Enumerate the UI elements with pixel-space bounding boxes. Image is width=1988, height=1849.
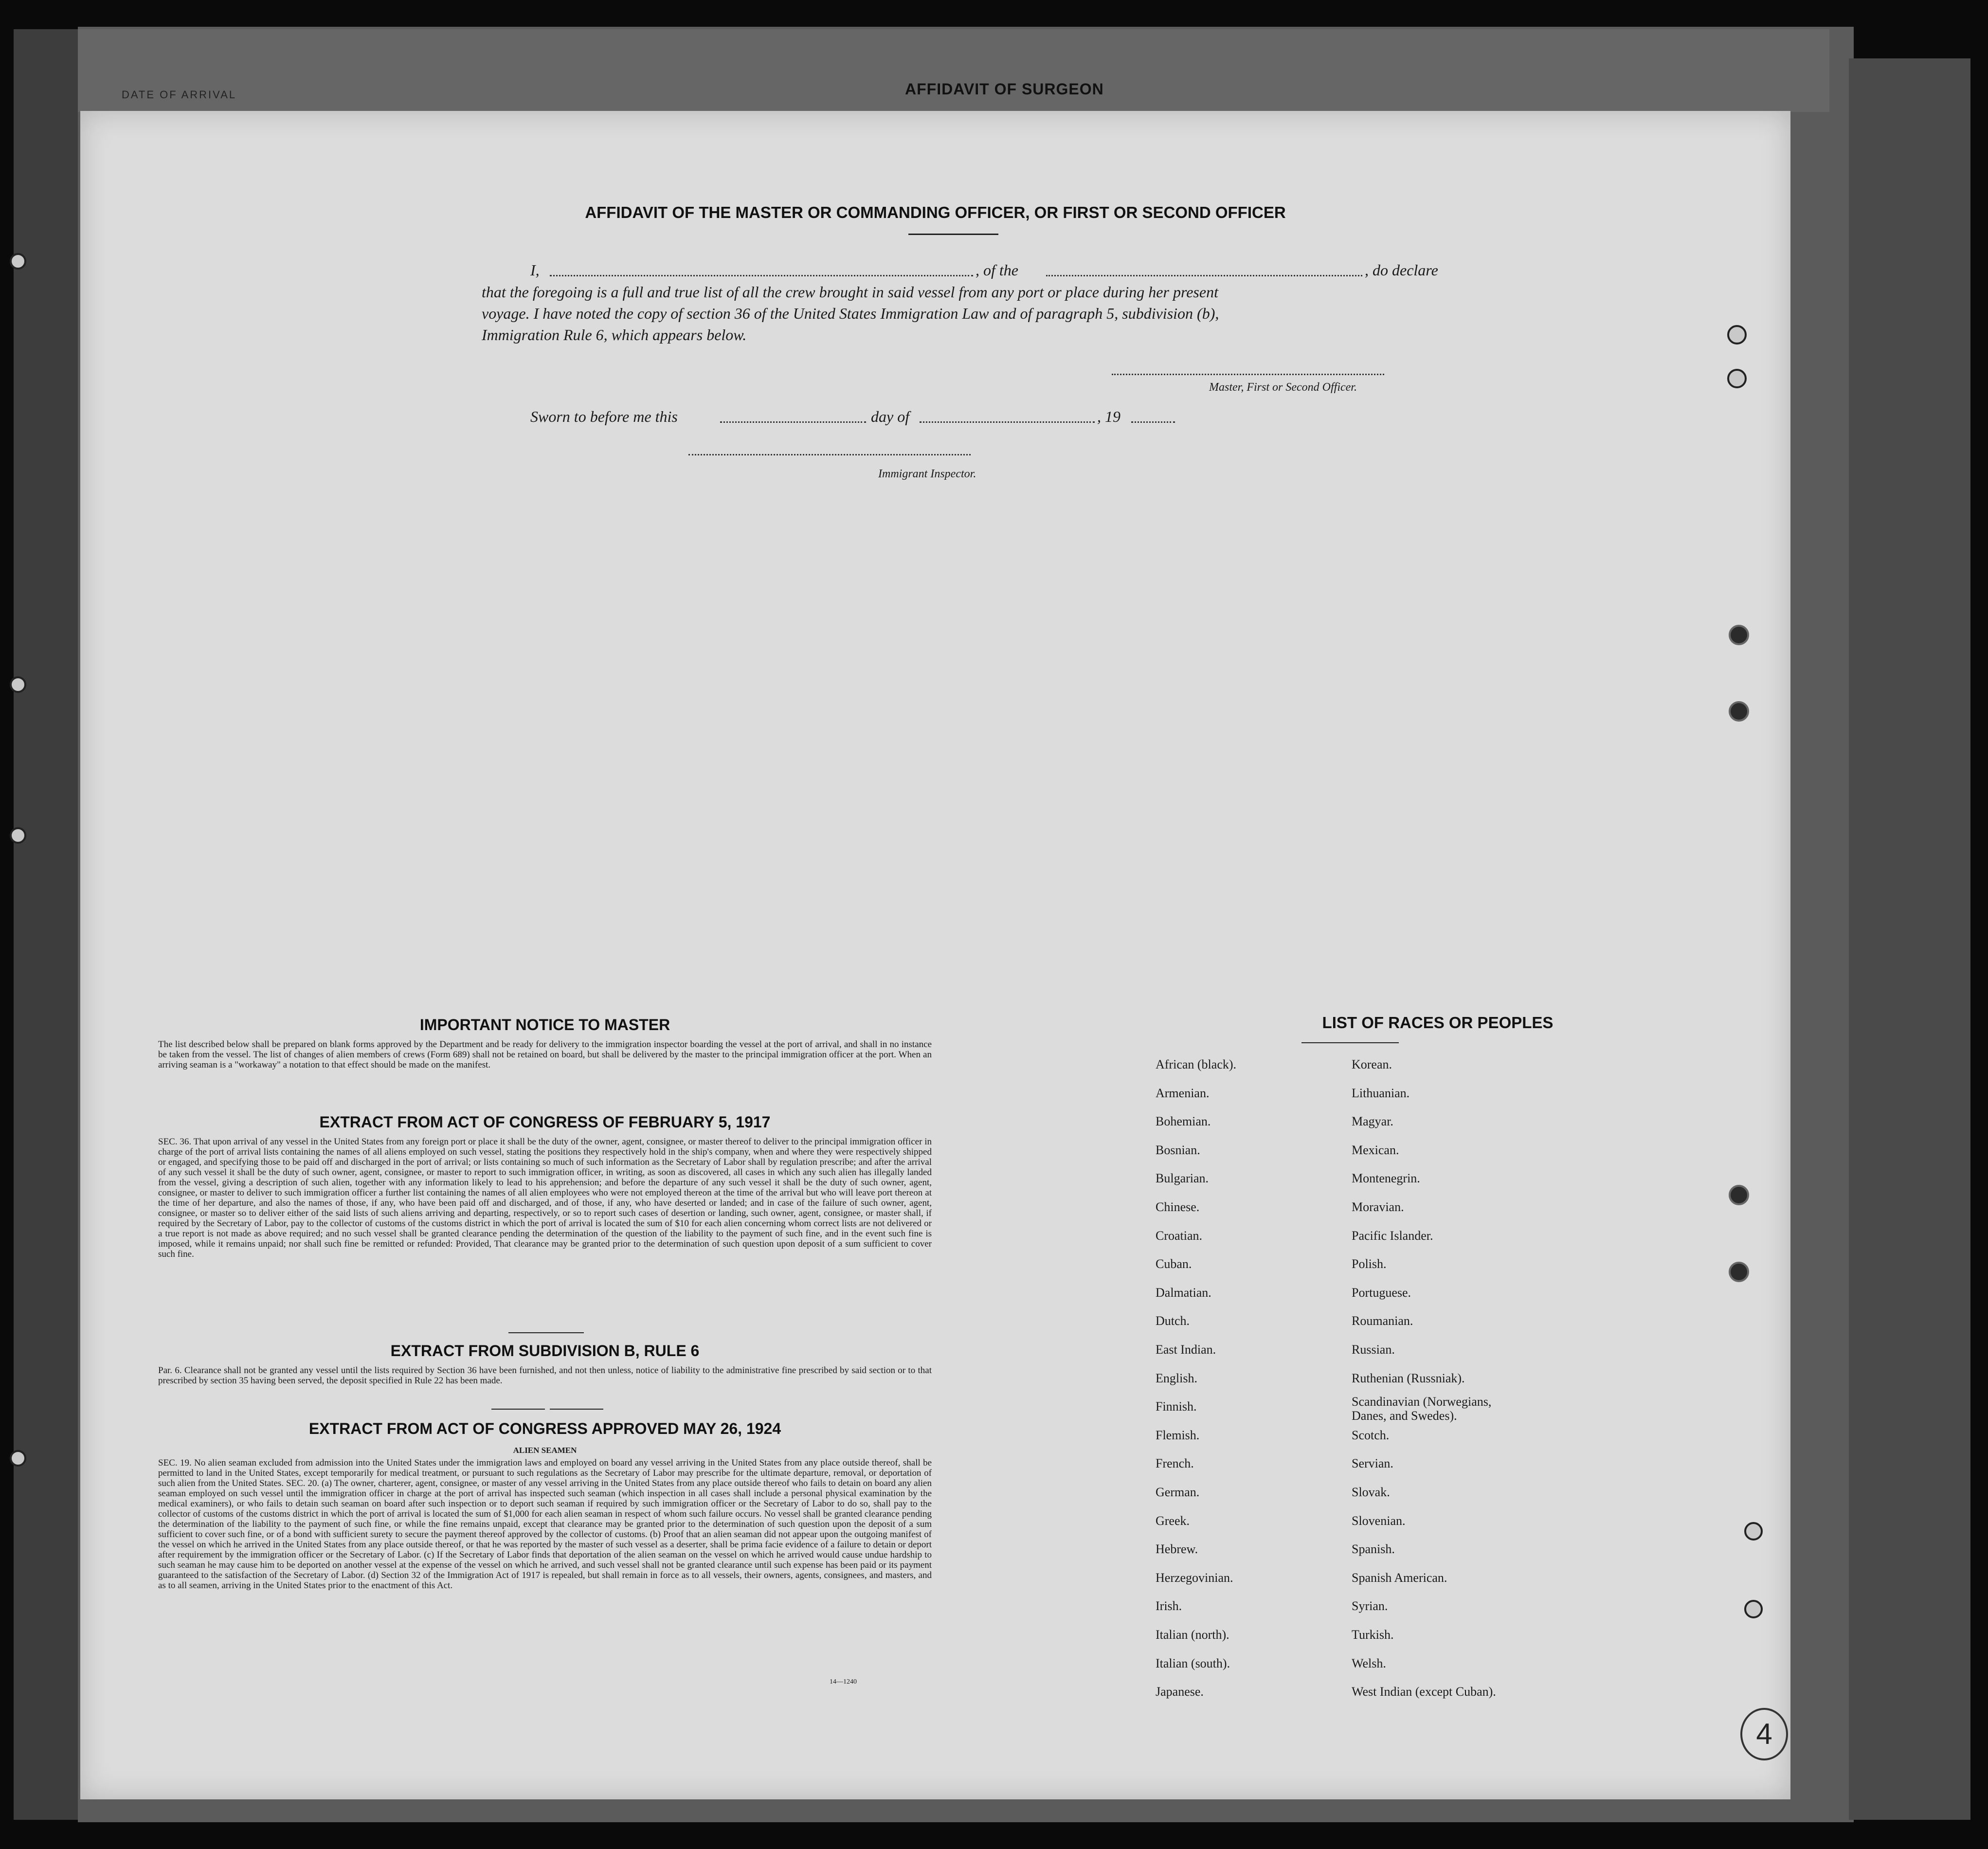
surgeon-affidavit-header: AFFIDAVIT OF SURGEON xyxy=(905,80,1104,98)
binder-hole-icon xyxy=(1729,1262,1749,1282)
affidavit-line-1 xyxy=(530,259,1552,281)
race-item: Lithuanian. xyxy=(1352,1086,1410,1100)
race-item: Italian (south). xyxy=(1156,1656,1230,1670)
affidavit-line-3: voyage. I have noted the copy of section 36 of the United States Immigration Law and of paragraph 5, subdivision (b), xyxy=(482,305,1219,322)
do-declare-label: , do declare xyxy=(1365,261,1438,279)
master-signature-blank[interactable] xyxy=(1112,374,1384,375)
date-of-arrival-label: DATE OF ARRIVAL xyxy=(122,89,237,101)
race-item: East Indian. xyxy=(1156,1342,1216,1357)
race-item: Italian (north). xyxy=(1156,1628,1229,1642)
race-item: Spanish American. xyxy=(1352,1571,1447,1585)
races-title-underline xyxy=(1301,1042,1399,1043)
race-item: African (black). xyxy=(1156,1057,1237,1071)
year-blank[interactable] xyxy=(1131,421,1175,423)
race-item: Japanese. xyxy=(1156,1685,1204,1699)
of-the-label: , of the xyxy=(976,261,1018,279)
race-item: West Indian (except Cuban). xyxy=(1352,1685,1496,1699)
race-item: Moravian. xyxy=(1352,1200,1404,1214)
races-title: LIST OF RACES OR PEOPLES xyxy=(1322,1014,1554,1032)
affidavit-line-4: Immigration Rule 6, which appears below. xyxy=(482,326,747,344)
binder-hole-icon xyxy=(10,676,26,693)
binder-hole-icon xyxy=(1744,1522,1763,1541)
inspector-signature-blank[interactable] xyxy=(688,454,971,455)
race-item: Servian. xyxy=(1352,1456,1393,1470)
race-item: Polish. xyxy=(1352,1257,1387,1271)
race-item: Cuban. xyxy=(1156,1257,1192,1271)
inspector-label: Immigrant Inspector. xyxy=(878,468,976,480)
section-divider xyxy=(550,1409,603,1410)
extract-1917-title: EXTRACT FROM ACT OF CONGRESS OF FEBRUARY 5, 1917 xyxy=(319,1113,771,1131)
race-item: Korean. xyxy=(1352,1057,1392,1071)
race-item: Flemish. xyxy=(1156,1428,1200,1442)
binder-hole-icon xyxy=(10,1450,26,1467)
race-item: Herzegovinian. xyxy=(1156,1571,1233,1585)
month-blank[interactable] xyxy=(920,421,1095,423)
race-item: Scandinavian (Norwegians, Danes, and Swedes). xyxy=(1352,1395,1492,1423)
binder-hole-icon xyxy=(1727,369,1747,388)
underlying-page-left-edge xyxy=(14,29,83,1820)
race-item: Turkish. xyxy=(1352,1628,1394,1642)
race-item: Spanish. xyxy=(1352,1542,1395,1556)
section-divider xyxy=(491,1409,545,1410)
binder-hole-icon xyxy=(1727,325,1747,344)
underlying-sheet-top-strip xyxy=(78,29,1829,112)
race-item: Hebrew. xyxy=(1156,1542,1198,1556)
affidavit-page xyxy=(80,111,1790,1799)
binder-hole-icon xyxy=(1729,701,1749,722)
sworn-label: Sworn to before me this xyxy=(530,408,678,425)
page-number-circle: 4 xyxy=(1740,1708,1788,1760)
race-item: Slovenian. xyxy=(1352,1514,1406,1528)
race-item: Magyar. xyxy=(1352,1114,1393,1128)
section-divider xyxy=(508,1332,584,1333)
race-item: Bosnian. xyxy=(1156,1143,1200,1157)
affidavit-title: AFFIDAVIT OF THE MASTER OR COMMANDING OFFICER, OR FIRST OR SECOND OFFICER xyxy=(585,203,1286,221)
binder-hole-icon xyxy=(1744,1600,1763,1618)
extract-1924-body: SEC. 19. No alien seaman excluded from admission into the United States under the immigration laws and employed on board any vessel arriving in the United States from any place outside thereof, shall be permitted to land in the United States, except temporarily for medical treatment, or pursuant to such regulations as the Secretary of Labor may prescribe for the ultimate departure, removal, or deportation of such alien from the United States. SEC. 20. (a) The owner, charterer, agent, consignee, or master of any vessel arriving in the United States from any place outside thereof who fails to detain on board any alien seaman employed on such vessel until the immigration officer in charge at the port of arrival has inspected such seaman (which inspection in all cases shall include a personal physical examination by the medical examiners), or who fails to detain such seaman on board after such inspection or to deport such seaman if required by such immigration officer or the Secretary of Labor to do so, shall pay to the collector of customs of the customs district in which the port of arrival is located the sum of $1,000 for each alien seaman in respect of whom such failure occurs. No vessel shall be granted clearance pending the determination of the liability to the payment of such fine, or while the fine remains unpaid, except that clearance may be granted prior to the determination of such question upon the deposit of a sum sufficient to cover such fine, or of a bond with sufficient surety to secure the payment thereof approved by the collector of customs. (b) Proof that an alien seaman did not appear upon the outgoing manifest of the vessel on which he arrived in the United States from any place outside thereof, or that he was reported by the master of such vessel as a deserter, shall be prima facie evidence of a failure to detain or deport after requirement by the immigration officer or the Secretary of Labor. (c) If the Secretary of Labor finds that deportation of the alien seaman on the vessel on which he arrived would cause undue hardship to such seaman he may cause him to be deported on another vessel at the expense of the vessel on which he arrived, and such vessel shall not be granted clearance until such expense has been paid or its payment guaranteed to the satisfaction of the Secretary of Labor. (d) Section 32 of the Immigration Act of 1917 is repealed, but shall remain in force as to all vessels, their owners, agents, consignees, and masters, and as to all seamen, arriving in the United States prior to the enactment of this Act. xyxy=(158,1458,932,1591)
race-item: Roumanian. xyxy=(1352,1314,1413,1328)
extract-1917-body: SEC. 36. That upon arrival of any vessel in the United States from any foreign port or place it shall be the duty of the owner, agent, consignee, or master thereof to deliver to the principal immigration officer in charge of the port of arrival lists containing the names of all aliens employed on such vessel, stating the positions they respectively hold in the ship's company, when and where they were respectively shipped or engaged, and specifying those to be paid off and discharged in the port of arrival; or lists containing so much of such information as the Secretary of Labor shall by regulation prescribe; and after the arrival of any such vessel it shall be the duty of such owner, agent, consignee, or master to report to such immigration officer, in writing, as soon as discovered, all cases in which any such alien has illegally landed from the vessel, giving a description of such alien, together with any information likely to lead to his apprehension; and before the departure of any such vessel it shall be the duty of such owner, agent, consignee, or master to deliver to such immigration officer a further list containing the names of all alien employees who were not employed thereon at the time of the arrival but who will leave port thereon at the time of her departure, and also the names of those, if any, who have been paid off and discharged, and of those, if any, who have deserted or landed; and in case of the failure of such owner, agent, consignee, or master so to deliver either of the said lists of such aliens arriving and departing, respectively, or so to report such cases of desertion or landing, such owner, agent, consignee, or master shall, if required by the Secretary of Labor, pay to the collector of customs of the customs district in which the port of arrival is located the sum of $10 for each alien concerning whom correct lists are not delivered or a true report is not made as above required; and no such vessel shall be granted clearance pending the determination of the question of the liability to the payment of such fine, and in the event such fine is imposed, while it remains unpaid; nor shall such fine be remitted or refunded: Provided, That clearance may be granted prior to the determination of such question upon deposit of a sum sufficient to cover such fine. xyxy=(158,1137,932,1259)
title-underline xyxy=(908,234,998,235)
race-item: Portuguese. xyxy=(1352,1286,1411,1300)
race-item: Ruthenian (Russniak). xyxy=(1352,1371,1465,1385)
race-item: Bulgarian. xyxy=(1156,1171,1209,1185)
race-item: Greek. xyxy=(1156,1514,1190,1528)
affidavit-i-label: I, xyxy=(530,261,540,279)
race-item: English. xyxy=(1156,1371,1197,1385)
extract-1924-title: EXTRACT FROM ACT OF CONGRESS APPROVED MAY 26, 1924 xyxy=(308,1420,781,1437)
race-item: Slovak. xyxy=(1352,1485,1390,1499)
race-item: Welsh. xyxy=(1352,1656,1386,1670)
year-label: , 19 xyxy=(1097,408,1121,425)
race-item: Armenian. xyxy=(1156,1086,1210,1100)
vessel-name-blank[interactable] xyxy=(1046,275,1362,276)
extract-rule6-body: Par. 6. Clearance shall not be granted any vessel until the lists required by Section 36 have been furnished, and not then unless, notice of liability to the administrative fine prescribed by said section or to that prescribed by section 35 having been served, the deposit specified in Rule 22 has been made. xyxy=(158,1365,932,1386)
race-item: Dutch. xyxy=(1156,1314,1190,1328)
binder-hole-icon xyxy=(1729,625,1749,645)
race-item: Syrian. xyxy=(1352,1599,1388,1613)
binder-hole-icon xyxy=(1729,1185,1749,1205)
race-item: French. xyxy=(1156,1456,1194,1470)
race-item: German. xyxy=(1156,1485,1200,1499)
race-item: Russian. xyxy=(1352,1342,1395,1357)
sworn-line xyxy=(530,406,1260,427)
race-item: Pacific Islander. xyxy=(1352,1229,1433,1243)
underlying-page-right-edge xyxy=(1849,58,1970,1820)
race-item: Chinese. xyxy=(1156,1200,1200,1214)
race-item: Bohemian. xyxy=(1156,1114,1211,1128)
affidavit-line-2: that the foregoing is a full and true list of all the crew brought in said vessel from any port or place during her present xyxy=(482,283,1218,301)
race-item: Irish. xyxy=(1156,1599,1182,1613)
race-item: Dalmatian. xyxy=(1156,1286,1211,1300)
race-item: Scotch. xyxy=(1352,1428,1390,1442)
declarant-name-blank[interactable] xyxy=(550,275,973,276)
day-of-label: day of xyxy=(871,408,910,425)
form-number: 14—1240 xyxy=(830,1678,857,1686)
race-item: Montenegrin. xyxy=(1352,1171,1420,1185)
notice-title: IMPORTANT NOTICE TO MASTER xyxy=(419,1016,670,1033)
extract-rule6-title: EXTRACT FROM SUBDIVISION B, RULE 6 xyxy=(390,1342,700,1360)
notice-body: The list described below shall be prepared on blank forms approved by the Department and be ready for delivery to the immigration inspector boarding the vessel at the port of arrival, and shall in no instance be taken from the vessel. The list of changes of alien members of crews (Form 689) shall not be retained on board, but shall be delivered by the master to the principal immigration officer at the port. When an arriving seaman is a "workaway" a notation to that effect should be made on the manifest. xyxy=(158,1039,932,1070)
alien-seamen-subtitle: ALIEN SEAMEN xyxy=(513,1446,577,1455)
binder-hole-icon xyxy=(10,827,26,844)
master-signature-label: Master, First or Second Officer. xyxy=(1209,381,1357,394)
day-blank[interactable] xyxy=(720,421,866,423)
race-item: Mexican. xyxy=(1352,1143,1399,1157)
binder-hole-icon xyxy=(10,253,26,270)
race-item: Croatian. xyxy=(1156,1229,1203,1243)
race-item: Finnish. xyxy=(1156,1399,1197,1414)
